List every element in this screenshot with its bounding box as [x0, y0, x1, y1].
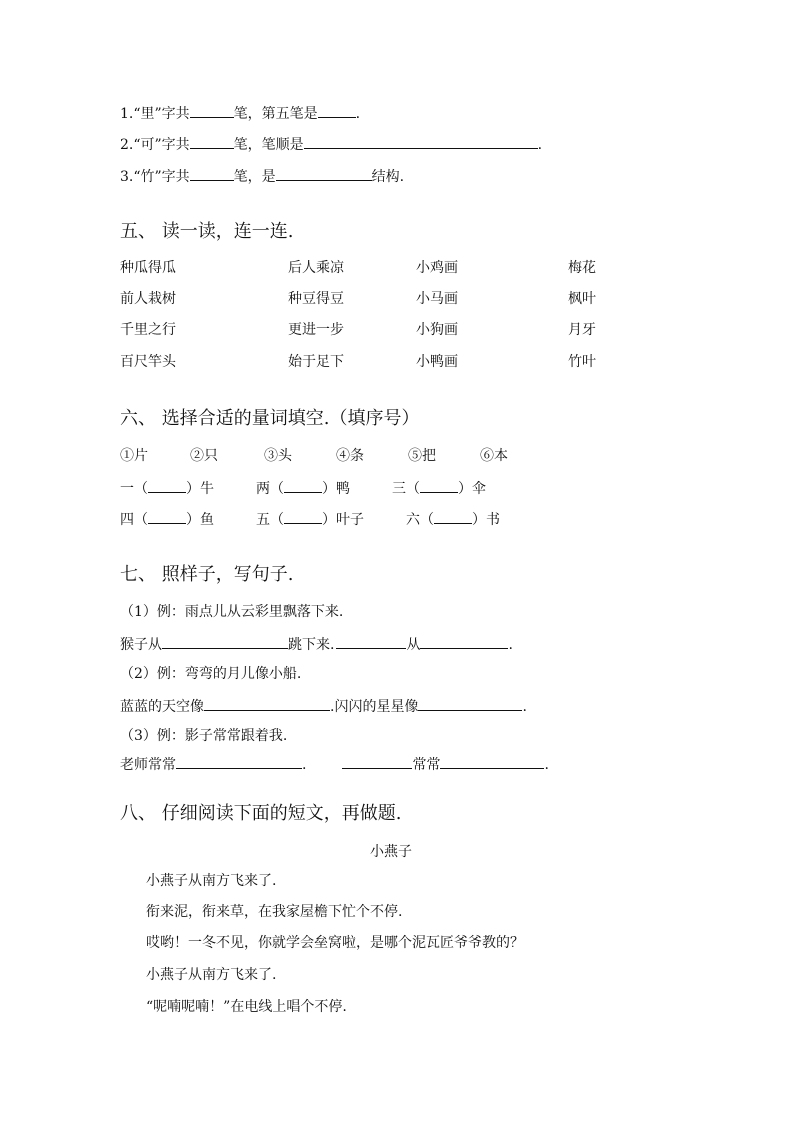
fill-item-pre: 三（	[392, 481, 420, 497]
story-line: “呢喃呢喃！”在电线上唱个不停.	[146, 999, 347, 1015]
story-title: 小燕子	[370, 844, 412, 860]
idiom-match-4[interactable]: 始于足下	[288, 354, 344, 370]
question-1-text-a: 1.“里”字共	[120, 106, 190, 122]
question-1	[120, 103, 360, 123]
example-2: （2）例：弯弯的月儿像小船.	[120, 666, 302, 682]
fill-item-post: ）鸭	[322, 481, 350, 497]
fill-item-post: ）伞	[458, 481, 486, 497]
answer-blank[interactable]	[190, 134, 234, 149]
question-3-text-b: 笔，是	[233, 169, 276, 185]
sentence-2-b: .闪闪的星星像	[330, 699, 419, 715]
sentence-2-a: 蓝蓝的天空像	[120, 699, 204, 715]
fill-item	[256, 509, 364, 529]
question-2	[120, 134, 542, 154]
idiom-match-1[interactable]: 后人乘凉	[288, 260, 344, 276]
answer-blank[interactable]	[304, 134, 538, 149]
animal-4[interactable]: 小鸭画	[416, 354, 458, 370]
fill-item-pre: 五（	[256, 512, 284, 528]
answer-blank[interactable]	[440, 754, 544, 769]
measure-option: ④条	[336, 448, 364, 464]
sentence-3-c: 常常	[412, 757, 441, 773]
measure-option: ①片	[120, 448, 148, 464]
section-6-title: 六、 选择合适的量词填空.（填序号）	[120, 408, 420, 429]
answer-blank[interactable]	[190, 103, 234, 118]
measure-option: ②只	[190, 448, 218, 464]
question-3	[120, 166, 404, 186]
answer-blank[interactable]	[284, 478, 322, 493]
example-1: （1）例：雨点儿从云彩里飘落下来.	[120, 604, 344, 620]
fill-item	[406, 509, 500, 529]
fill-item-post: ）鱼	[186, 512, 214, 528]
fill-item	[256, 478, 350, 498]
question-3-text-a: 3.“竹”字共	[120, 169, 190, 185]
fill-item-post: ）书	[472, 512, 500, 528]
section-8-title: 八、 仔细阅读下面的短文，再做题.	[120, 803, 402, 824]
idiom-1[interactable]: 种瓜得瓜	[120, 260, 176, 276]
question-1-text-c: .	[355, 106, 361, 122]
story-line: 哎哟！一冬不见，你就学会垒窝啦，是哪个泥瓦匠爷爷教的？	[146, 935, 524, 951]
idiom-match-2[interactable]: 种豆得豆	[288, 291, 344, 307]
question-2-text-a: 2.“可”字共	[120, 137, 190, 153]
fill-item	[120, 478, 214, 498]
answer-blank[interactable]	[318, 103, 356, 118]
fill-item-post: ）叶子	[322, 512, 364, 528]
sentence-3-a: 老师常常	[120, 757, 176, 773]
drawing-4[interactable]: 竹叶	[568, 354, 596, 370]
measure-option: ⑥本	[480, 448, 508, 464]
idiom-4[interactable]: 百尺竿头	[120, 354, 176, 370]
sentence-3-d: .	[544, 757, 549, 773]
answer-blank[interactable]	[190, 166, 234, 181]
animal-3[interactable]: 小狗画	[416, 322, 458, 338]
sentence-1-d: .	[508, 637, 513, 653]
answer-blank[interactable]	[418, 696, 522, 711]
question-2-text-c: .	[537, 137, 543, 153]
answer-blank[interactable]	[342, 754, 412, 769]
answer-blank[interactable]	[284, 509, 322, 524]
fill-item-pre: 四（	[120, 512, 148, 528]
answer-blank[interactable]	[176, 754, 302, 769]
measure-option: ⑤把	[408, 448, 436, 464]
question-1-text-b: 笔，第五笔是	[233, 106, 318, 122]
answer-blank[interactable]	[336, 634, 406, 649]
answer-blank[interactable]	[148, 478, 186, 493]
answer-blank[interactable]	[434, 509, 472, 524]
story-line: 衔来泥，衔来草，在我家屋檐下忙个不停.	[146, 904, 403, 920]
story-line: 小燕子从南方飞来了.	[146, 967, 277, 983]
drawing-1[interactable]: 梅花	[568, 260, 596, 276]
idiom-3[interactable]: 千里之行	[120, 322, 176, 338]
measure-option: ③头	[264, 448, 292, 464]
fill-item	[392, 478, 486, 498]
answer-blank[interactable]	[148, 509, 186, 524]
idiom-2[interactable]: 前人栽树	[120, 291, 176, 307]
sentence-1-c: 从	[406, 637, 421, 653]
sentence-1	[120, 634, 513, 654]
sentence-3-b: .	[302, 757, 307, 773]
answer-blank[interactable]	[420, 634, 508, 649]
animal-2[interactable]: 小马画	[416, 291, 458, 307]
sentence-2	[120, 696, 527, 716]
answer-blank[interactable]	[420, 478, 458, 493]
fill-item-pre: 两（	[256, 481, 284, 497]
section-5-title: 五、 读一读，连一连.	[120, 221, 294, 242]
drawing-2[interactable]: 枫叶	[568, 291, 596, 307]
section-7-title: 七、 照样子，写句子.	[120, 564, 294, 585]
animal-1[interactable]: 小鸡画	[416, 260, 458, 276]
fill-item-pre: 一（	[120, 481, 148, 497]
question-3-text-c: 结构.	[371, 169, 405, 185]
answer-blank[interactable]	[204, 696, 330, 711]
answer-blank[interactable]	[162, 634, 288, 649]
sentence-1-a: 猴子从	[120, 637, 162, 653]
answer-blank[interactable]	[276, 166, 372, 181]
drawing-3[interactable]: 月牙	[568, 322, 596, 338]
sentence-2-c: .	[522, 699, 527, 715]
example-3: （3）例：影子常常跟着我.	[120, 728, 288, 744]
sentence-3	[120, 754, 549, 774]
sentence-1-b: 跳下来.	[288, 637, 335, 653]
story-line: 小燕子从南方飞来了.	[146, 873, 277, 889]
question-2-text-b: 笔，笔顺是	[233, 137, 304, 153]
fill-item	[120, 509, 214, 529]
idiom-match-3[interactable]: 更进一步	[288, 322, 344, 338]
fill-item-pre: 六（	[406, 512, 434, 528]
fill-item-post: ）牛	[186, 481, 214, 497]
